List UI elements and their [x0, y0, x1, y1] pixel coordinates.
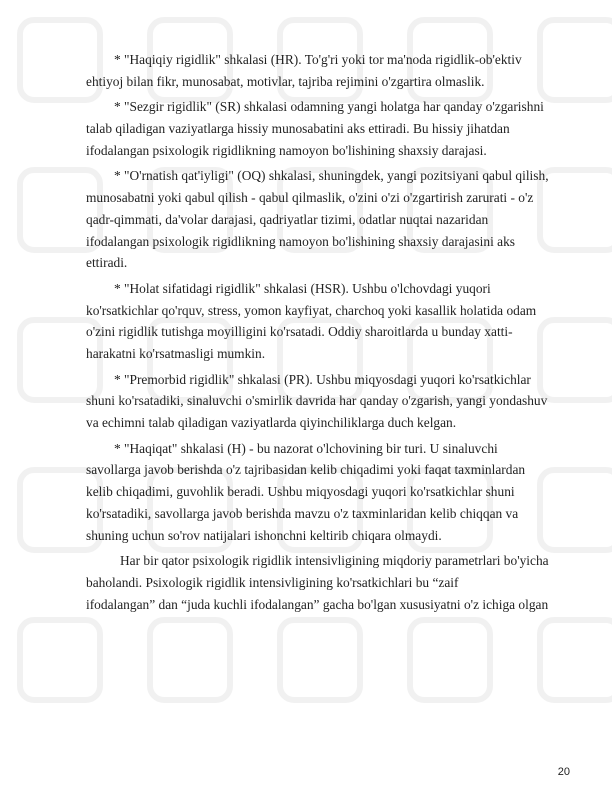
paragraph-baholash	[86, 550, 572, 615]
text-line: shuning uchun so'rov natijalari ishonchni keltirib chiqara olmaydi.	[86, 527, 442, 543]
text-line: Har bir qator psixologik rigidlik intensivligining miqdoriy parametrlari bo'yicha	[120, 553, 549, 569]
text-line: * "Haqiqiy rigidlik" shkalasi (HR). To'g'ri yoki tor ma'noda rigidlik-ob'ektiv	[114, 52, 522, 67]
text-line: ettiradi.	[86, 255, 128, 271]
text-line: harakatni ko'rsatmasligi mumkin.	[86, 346, 266, 362]
text-line: kelib chiqadimi, guvohlik beradi. Ushbu miqyosdagi yuqori ko'rsatkichlar shuni	[86, 484, 515, 500]
text-line: va echimni talab qiladigan vaziyatlarda qiyinchiliklarga duch kelgan.	[86, 415, 457, 431]
document-body	[86, 49, 572, 619]
paragraph-sezgir-rigidlik	[86, 96, 572, 161]
text-line: baholandi. Psixologik rigidlik intensivligining ko'rsatkichlari bu “zaif	[86, 574, 459, 590]
paragraph-haqiqat-shkalasi	[86, 438, 572, 547]
page-number: 20	[557, 766, 570, 778]
text-line: savollarga javob berishda o'z tajribasidan kelib chiqadimi yoki faqat taxminlardan	[86, 462, 526, 478]
text-line: * "Sezgir rigidlik" (SR) shkalasi odamning yangi holatga har qanday o'zgarishni	[114, 99, 544, 115]
text-line: shuni ko'rsatadiki, sinaluvchi o'smirlik davrida har qanday o'zgarish, yangi yondashuv	[86, 393, 548, 409]
text-line: ifodalangan psixologik rigidlikning namoyon bo'lishining shaxsiy darajasi.	[86, 142, 487, 158]
paragraph-haqiqiy-rigidlik	[86, 49, 572, 93]
text-line: o'zini rigidlik tutishga moyilligini ko'rsatadi. Oddiy sharoitlarda u bunday xatti-	[86, 324, 513, 340]
text-line: ifodalangan psixologik rigidlikning namoyon bo'lishining shaxsiy darajasini aks	[86, 233, 516, 249]
text-line: ifodalangan” dan “juda kuchli ifodalangan” gacha bo'lgan xususiyatni o'z ichiga olgan	[86, 596, 549, 612]
text-line: munosabatni yoki qabul qilish - qabul qilmaslik, o'zini o'zi o'zgartirish zarurati - o'z	[86, 189, 534, 205]
paragraph-holat-rigidlik	[86, 278, 572, 365]
text-line: * "Haqiqat" shkalasi (H) - bu nazorat o'lchovining bir turi. U sinaluvchi	[114, 440, 498, 456]
text-line: ko'rsatkichlar qo'rquv, stress, yomon kayfiyat, charchoq yoki kasallik holatida odam	[86, 302, 537, 318]
text-line: * "Holat sifatidagi rigidlik" shkalasi (HSR). Ushbu o'lchovdagi yuqori	[114, 280, 491, 296]
paragraph-premorbid-rigidlik	[86, 369, 572, 434]
paragraph-ornatish-qatiyligi	[86, 165, 572, 274]
text-line: qadr-qimmati, da'volar darajasi, qadriyatlar tizimi, odatlar nuqtai nazaridan	[86, 211, 489, 227]
text-line: ehtiyoj bilan fikr, munosabat, motivlar, tajriba rejimini o'zgartira olmaslik.	[86, 73, 485, 89]
text-line: ko'rsatadiki, savollarga javob berishda mavzu o'z taxminlaridan kelib chiqqan va	[86, 505, 519, 521]
text-line: * "O'rnatish qat'iyligi" (OQ) shkalasi, shuningdek, yangi pozitsiyani qabul qilish,	[114, 168, 549, 184]
text-line: * "Premorbid rigidlik" shkalasi (PR). Ushbu miqyosdagi yuqori ko'rsatkichlar	[114, 371, 531, 387]
text-line: talab qiladigan vaziyatlarga hissiy munosabatini aks ettiradi. Bu hissiy jihatdan	[86, 120, 510, 136]
